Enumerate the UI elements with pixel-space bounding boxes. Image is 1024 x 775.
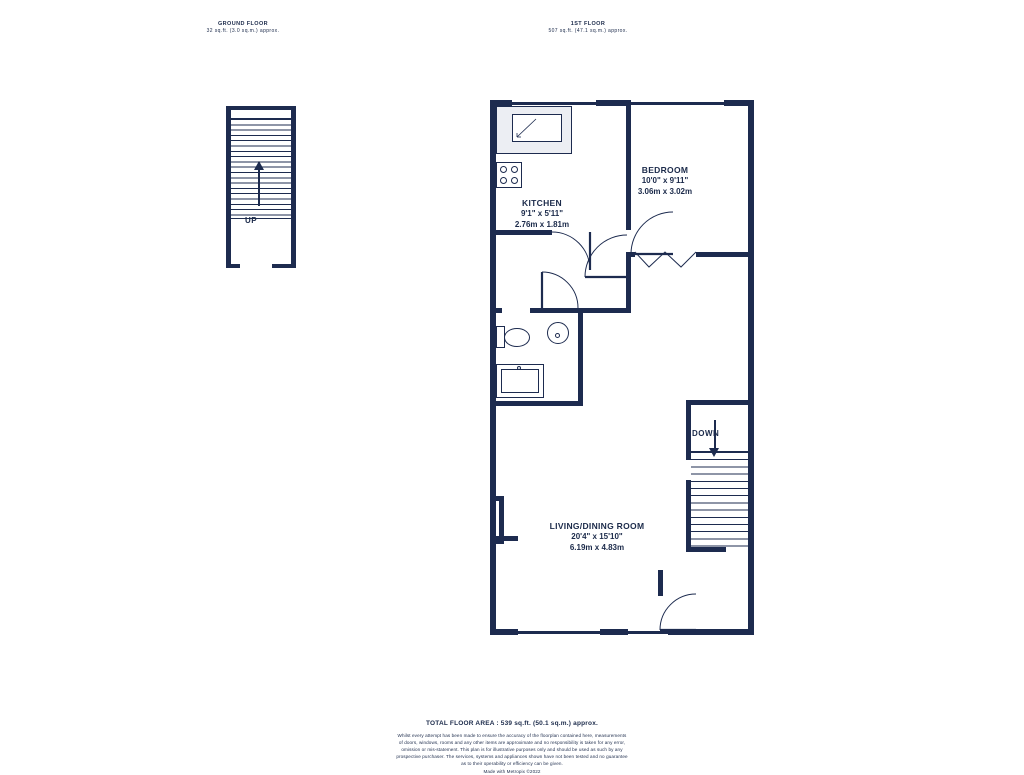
disclaimer-line-3: omission or mis-statement. This plan is for illustrative purposes only and should be used as such by any [401, 747, 623, 753]
kitchen-label [457, 198, 627, 231]
wall-stairwell-top [686, 400, 754, 405]
kitchen-name: KITCHEN [522, 198, 562, 208]
window-bottom-left [518, 631, 600, 634]
outer-wall-bottom-mid [600, 629, 628, 635]
ground-floor-title [178, 20, 308, 36]
ground-wall-top [226, 106, 296, 110]
door-bathroom [542, 270, 582, 310]
first-stair-direction-label: DOWN [692, 429, 720, 438]
first-staircase-treads [691, 452, 748, 547]
living-dining-metric: 6.19m x 4.83m [569, 543, 625, 553]
ground-up-arrow-head [254, 161, 264, 170]
disclaimer-line-4: prospective purchaser. The services, systems and appliances shown have not been tested and no guarantee [396, 754, 628, 760]
bath-inner [501, 369, 539, 393]
window-top-left [512, 102, 596, 105]
basin-plug [555, 333, 560, 338]
first-staircase-edge [691, 451, 748, 452]
kitchen-hob [496, 162, 522, 188]
outer-wall-left-lower [490, 420, 496, 635]
kitchen-imperial: 9'1" x 5'11" [520, 209, 564, 219]
first-floor-title-text: 1ST FLOOR [570, 21, 606, 27]
toilet-pan [504, 328, 530, 347]
window-top-right [628, 102, 724, 105]
ground-staircase-edge-bottom [231, 218, 291, 219]
door-hall-living [585, 235, 629, 283]
ground-stair-direction-label: UP [245, 216, 258, 225]
kitchen-hob-ring-1 [500, 166, 507, 173]
disclaimer-line-2: of doors, windows, rooms and any other items are approximate and no responsibility is taken for any error, [398, 740, 626, 746]
living-dining-label [506, 521, 688, 554]
footer [0, 720, 1024, 775]
outer-wall-top-mid [596, 100, 628, 106]
first-floor-area-text: 507 sq.ft. (47.1 sq.m.) approx. [548, 28, 628, 35]
ground-floor-title-text: GROUND FLOOR [217, 21, 269, 27]
ground-floor-plan [226, 106, 296, 268]
wall-bathroom-right [578, 308, 583, 406]
wall-bathroom-top [490, 308, 502, 313]
ground-up-arrow-shaft [258, 168, 260, 206]
bedroom-imperial: 10'0" x 9'11" [641, 176, 689, 186]
bedroom-metric: 3.06m x 3.02m [637, 187, 693, 197]
ground-floor-area-text: 32 sq.ft. (3.0 sq.m.) approx. [206, 28, 280, 35]
ground-wall-bottom-right [272, 264, 296, 268]
kitchen-hob-ring-4 [511, 177, 518, 184]
disclaimer-line-5: as to their operability or efficiency can be given. [461, 761, 563, 767]
living-dining-imperial: 20'4" x 15'10" [571, 532, 623, 542]
wall-stairwell-bottom [686, 547, 726, 552]
ground-wall-bottom-left [226, 264, 240, 268]
ground-staircase-edge-top [231, 118, 291, 119]
disclaimer-line-1: Whilst every attempt has been made to ensure the accuracy of the floorplan contained here, measurements [397, 733, 627, 738]
kitchen-hob-ring-3 [500, 177, 507, 184]
outer-wall-bottom-left [490, 629, 518, 635]
first-down-arrow-head [709, 448, 719, 457]
wall-bathroom-bottom [490, 401, 583, 406]
bath-tap [517, 366, 521, 370]
made-with-credit: Made with Metropix ©2022 [483, 768, 541, 774]
first-floor-title [523, 20, 653, 36]
bedroom-label [575, 165, 755, 198]
kitchen-metric: 2.76m x 1.81m [514, 220, 570, 230]
kitchen-sink-detail [512, 114, 562, 142]
door-bedroom [631, 212, 677, 256]
wall-hall-lower [583, 308, 631, 313]
ground-wall-right [291, 106, 296, 268]
kitchen-hob-ring-2 [511, 166, 518, 173]
disclaimer [0, 732, 1024, 775]
living-dining-name: LIVING/DINING ROOM [549, 521, 645, 531]
bedroom-name: BEDROOM [641, 165, 689, 175]
wall-living-entry-stub [658, 570, 663, 596]
door-bedroom-cupboard [635, 252, 697, 270]
door-living-entry [658, 592, 698, 632]
total-floor-area: TOTAL FLOOR AREA : 539 sq.ft. (50.1 sq.m.) approx. [425, 720, 599, 727]
wall-bedroom-bottom-right [696, 252, 754, 257]
